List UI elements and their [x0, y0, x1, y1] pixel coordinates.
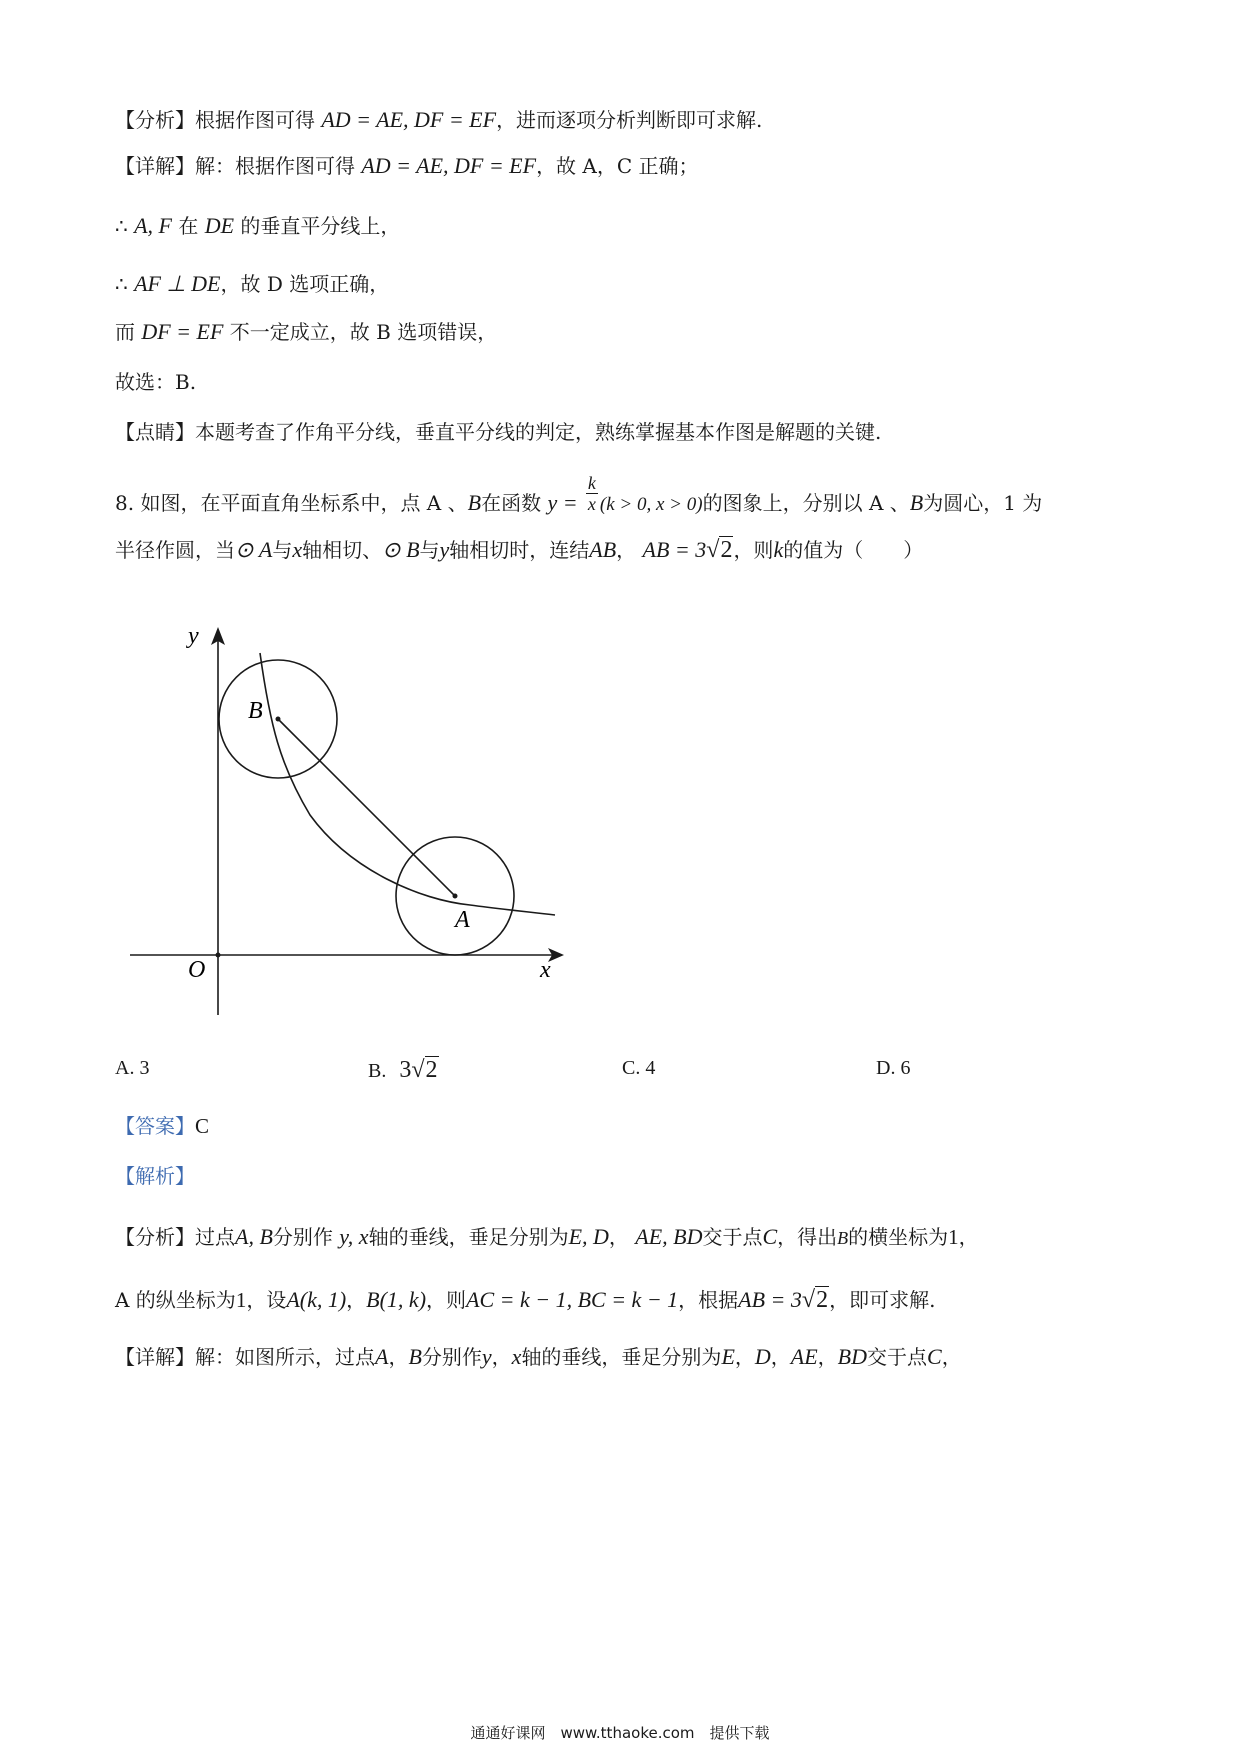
question-number: 8.	[115, 491, 135, 515]
answer-tag: 【答案】	[115, 1114, 195, 1138]
option-b: B. 3√2	[368, 1057, 438, 1083]
label-o: O	[188, 957, 206, 983]
prev-step3-line: 而 DF = EF 不一定成立，故 B 选项错误，	[115, 319, 498, 344]
coordinate-figure	[120, 615, 570, 1015]
jiexi-line	[115, 1162, 195, 1190]
option-a: A. 3	[115, 1057, 150, 1079]
label-a: A	[455, 907, 470, 933]
answer-value: C	[195, 1114, 210, 1138]
prev-step1-line: ∴ A, F 在 DE 的垂直平分线上，	[115, 213, 401, 238]
question-line-2: 半径作圆，当⊙ A与x轴相切、⊙ B与y轴相切时，连结AB， AB = 3√2，则k的值为（ ）	[115, 537, 924, 563]
analysis-tag-2: 【分析】	[115, 1225, 195, 1249]
detail-tag-2: 【详解】	[115, 1345, 195, 1369]
prev-comment-line: 【点睛】本题考查了作角平分线，垂直平分线的判定，熟练掌握基本作图是解题的关键.	[115, 420, 882, 444]
prev-step2-line: ∴ AF ⊥ DE，故 D 选项正确，	[115, 271, 390, 296]
fraction-k-over-x: $\frac{k}{x}$	[587, 473, 596, 514]
point-b	[276, 717, 281, 722]
comment-tag: 【点睛】	[115, 420, 195, 444]
label-x: x	[540, 957, 551, 983]
point-a	[453, 894, 458, 899]
detail-tag: 【详解】	[115, 154, 195, 178]
page-footer: 通通好课网 www.tthaoke.com 提供下载	[470, 1724, 770, 1742]
solution-analysis-line-1: 【分析】过点A, B分别作 y, x轴的垂线，垂足分别为E, D， AE, BD交于点C，得出B的横坐标为1，	[115, 1224, 979, 1249]
jiexi-tag: 【解析】	[115, 1164, 195, 1188]
solution-analysis-line-2: A 的纵坐标为1，设A(k, 1)，B(1, k)，则AC = k − 1, BC = k − 1，根据AB = 3√2，即可求解.	[115, 1287, 936, 1313]
analysis-tag: 【分析】	[115, 108, 195, 132]
option-c: C. 4	[622, 1057, 656, 1079]
prev-analysis-line: 【分析】根据作图可得 AD = AE, DF = EF，进而逐项分析判断即可求解.	[115, 107, 763, 132]
solution-detail-line: 【详解】解：如图所示，过点A，B分别作y，x轴的垂线，垂足分别为E，D，AE，BD交于点C，	[115, 1344, 962, 1369]
origin-point	[216, 953, 221, 958]
prev-choice-line: 故选：B.	[115, 370, 197, 394]
option-d: D. 6	[876, 1057, 911, 1079]
label-b: B	[248, 698, 263, 724]
answer-line	[115, 1112, 209, 1140]
prev-detail-line: 【详解】解：根据作图可得 AD = AE, DF = EF，故 A，C 正确；	[115, 153, 699, 178]
question-line-1: 8. 如图，在平面直角坐标系中，点 A 、B在函数 y = $\frac{k}{x}$ (k > 0, x > 0)的图象上，分别以 A 、B为圆心，1 为	[115, 473, 1043, 515]
sqrt-2: √2	[706, 537, 733, 563]
segment-ab	[278, 719, 455, 896]
label-y: y	[188, 623, 199, 649]
